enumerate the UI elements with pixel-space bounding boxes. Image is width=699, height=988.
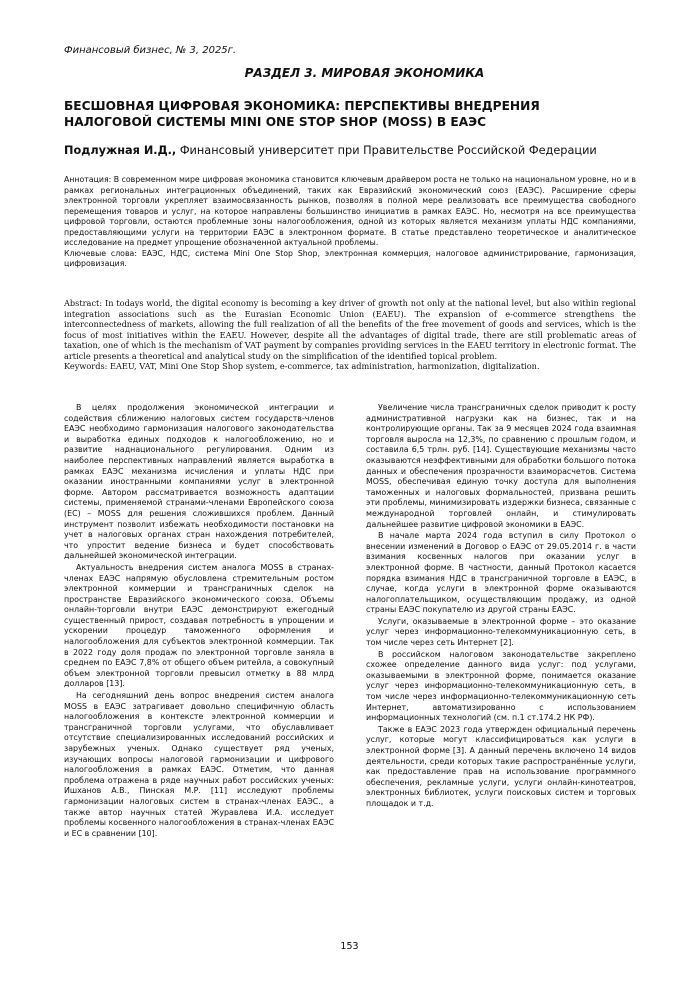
paragraph: Услуги, оказываемые в электронной форме – это оказание услуг через информационно-телекоммуникационную сеть, в том числе через сеть Интернет [2]. xyxy=(366,616,636,648)
journal-header: Финансовый бизнес, № 3, 2025г. xyxy=(64,45,237,56)
abstract-ru: Аннотация: В современном мире цифровая экономика становится ключевым драйвером роста не только на национальном уровне, но и в рамках региональных интеграционных объединений, таких как Евразийский экономический союз (ЕАЭС). Расширение сферы электронной торговли укрепляет взаимосвязанность рынков, позволяя в полной мере реализовать все преимущества свободного перемещения товаров и услуг, на которое направлены большинство инициатив в рамках ЕАЭС. Но, несмотря на все преимущества цифровой торговли, остаются проблемные зоны налогообложения, одной из которых является механизм уплаты НДС компаниями, предоставляющими услуги на территории ЕАЭС в электронном формате. В статье представлено теоретическое и аналитическое исследование на предмет упрощение обозначенной актуальной проблемы. xyxy=(64,175,636,247)
author-line xyxy=(64,144,644,157)
body-left-column xyxy=(64,403,334,840)
author-affiliation: Финансовый университет при Правительстве Российской Федерации xyxy=(176,144,597,157)
paragraph: В начале марта 2024 года вступил в силу Протокол о внесении изменений в Договор о ЕАЭС от 29.05.2014 г. в части взимания косвенных налогов при оказании услуг в электронной форме. В частности, данный Протокол касается порядка взимания НДС в трансграничной торговле в ЕАЭС, в случае, когда услуги в электронной форме оказываются налогоплательщиком, осуществляющим продажу, из одной страны ЕАЭС покупателю из другой страны ЕАЭС. xyxy=(366,531,636,615)
paragraph: Также в ЕАЭС 2023 года утвержден официальный перечень услуг, которые могут классифицироваться как услуги в электронной форме [3]. А данный перечень включено 14 видов деятельности, среди которых такие распространённые услуги, как предоставление прав на использование программного обеспечения, рекламные услуги, услуги онлайн-кинотеатров, электронных библиотек, услуги поисковых систем и торговых площадок и т.д. xyxy=(366,724,636,808)
paragraph: В российском налоговом законодательстве закреплено схожее определение данного вида услуг: под услугами, оказываемыми в электронной форме, понимается оказание услуг через информационно-телекоммуникационную сеть, в том числе через информационно-телекоммуникационную сеть Интернет, автоматизированно с использованием информационных технологий (см. п.1 ст.174.2 НК РФ). xyxy=(366,649,636,723)
author-name: Подлужная И.Д., xyxy=(64,144,177,157)
abstract-en: Abstract: In todays world, the digital economy is becoming a key driver of growth not only at the national level, but also within regional integration associations such as the Eurasian Economic Union (EAEU). The expansion of e-commerce strengthens the interconnectedness of markets, allowing the full realization of all the benefits of the free movement of goods and services, which is the focus of most initiatives within the EAEU. However, despite all the advantages of digital trade, there are still problematic areas of taxation, one of which is the mechanism of VAT payment by companies providing services in the EAEU territory in electronic format. The article presents a theoretical and analytical study on the simplification of the identified topical problem. xyxy=(64,298,636,361)
section-heading: РАЗДЕЛ 3. МИРОВАЯ ЭКОНОМИКА xyxy=(244,66,485,80)
body-right-column xyxy=(366,403,636,811)
keywords-en: Keywords: EAEU, VAT, Mini One Stop Shop system, e-commerce, tax administration, harmonization, digitalization. xyxy=(64,361,540,371)
paragraph: На сегодняшний день вопрос внедрения систем аналога MOSS в ЕАЭС затрагивает довольно специфичную область налогообложения в контексте электронной коммерции и трансграничной торговли услугами, что обуславливает отсутствие специализированных исследований российских и зарубежных ученых. Однако существует ряд ученых, изучающих вопросы налоговой гармонизации и цифрового налогообложения в рамках ЕАЭС. Отметим, что данная проблема отражена в ряде научных работ российских ученых: Ишханов А.В., Пинская М.Р. [11] исследуют проблемы гармонизации налоговых систем в странах-членах ЕАЭС., а также автор научных статей Журавлева И.А. исследует проблемы косвенного налогообложения в странах-членах ЕАЭС и ЕС в сравнении [10]. xyxy=(64,691,334,838)
page-number: 153 xyxy=(340,941,359,952)
keywords-ru: Ключевые слова: ЕАЭС, НДС, система Mini One Stop Shop, электронная коммерция, налоговое администрирование, гармонизация, цифровизация. xyxy=(64,248,636,268)
paragraph: Актуальность внедрения систем аналога MOSS в странах-членах ЕАЭС напрямую обусловлена стремительным ростом электронной коммерции и трансграничных сделок на пространстве Евразийского экономического союза. Объемы онлайн-торговли внутри ЕАЭС демонстрируют ежегодный существенный прирост, создавая потребность в упрощении и ускорении процедур таможенного оформления и налогообложения для субъектов электронной коммерции. Так в 2022 году доля продаж по электронной торговле заняла в среднем по ЕАЭС 7,8% от общего объем ритейла, а совокупный объем электронной торговли превысил отметку в 88 млрд долларов [13]. xyxy=(64,562,334,689)
paragraph: Увеличение числа трансграничных сделок приводит к росту административной нагрузки как на бизнес, так и на контролирующие органы. Так за 9 месяцев 2024 года взаимная торговля выросла на 12,3%, по сравнению с прошлым годом, и составила 6,5 трлн. руб. [14]. Существующие механизмы часто оказываются неэффективными для обработки большого потока данных и обеспечения прозрачности взаиморасчетов. Система MOSS, обеспечивая единую точку доступа для выполнения таможенных и налоговых формальностей, призвана решить эти проблемы, минимизировать издержки бизнеса, связанные с международной торговлей онлайн, и стимулировать дальнейшее развитие цифровой экономики в ЕАЭС. xyxy=(366,403,636,529)
abstract-ru-block xyxy=(64,175,636,270)
abstract-en-block xyxy=(64,298,636,372)
paragraph: В целях продолжения экономической интеграции и содействия сближению налоговых систем государств-членов ЕАЭС необходимо гармонизация налогового законодательства и выработка единых подходов к налогообложению, но и развитие наднационального регулирования. Одним из наиболее перспективных направлений является выработка в рамках ЕАЭС механизма исчисления и уплаты НДС при оказании иностранными компаниями услуг в электронной форме. Автором рассматривается возможность адаптации системы, применяемой странами-членами Европейского союза (ЕС) – MOSS для решения сложившихся проблем. Данный инструмент позволит избежать необходимости постановки на учет в налоговых органах стран нахождения потребителей, что упростит ведение бизнеса и будет способствовать дальнейшей экономической интеграции. xyxy=(64,403,334,561)
article-title: БЕСШОВНАЯ ЦИФРОВАЯ ЭКОНОМИКА: ПЕРСПЕКТИВЫ ВНЕДРЕНИЯ НАЛОГОВОЙ СИСТЕМЫ MINI ONE STOP SHOP (MOSS) В ЕАЭС xyxy=(64,99,540,129)
